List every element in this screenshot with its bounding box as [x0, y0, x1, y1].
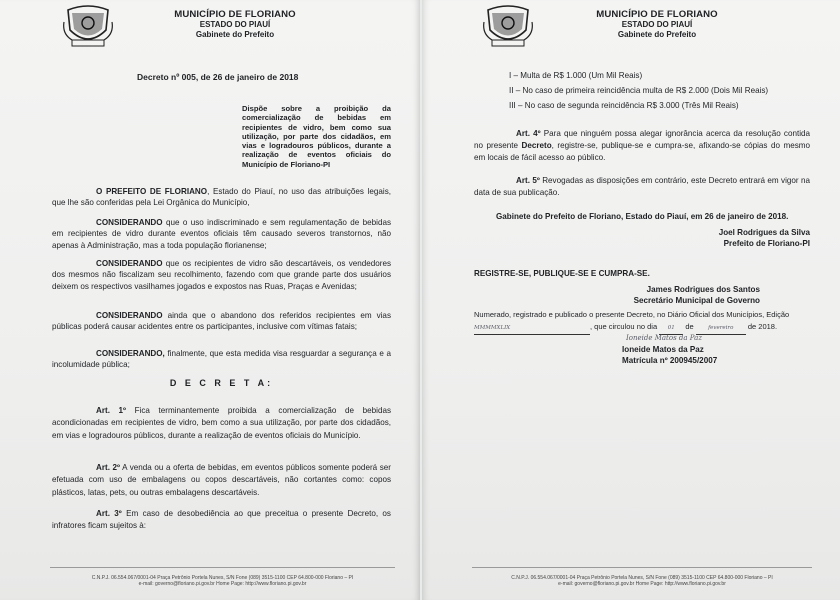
- penalty-item: I – Multa de R$ 1.000 (Um Mil Reais): [509, 71, 643, 80]
- publication-record: [474, 309, 814, 335]
- publication-text: , que circulou no dia: [590, 321, 658, 331]
- publication-text: de: [685, 321, 694, 331]
- letterhead: [150, 9, 320, 40]
- article-text: A venda ou a oferta de bebidas, em eventos públicos somente poderá ser efetuada com uso de embalagens ou copos descartáveis, não cortantes como: copos plásticos, latas, pets, ou outras embalagens descartáveis.: [52, 463, 391, 497]
- considerando-text: finalmente, que esta medida visa resguardar a segurança e a incolumidade pública;: [52, 349, 391, 370]
- footer-address: C.N.P.J. 06.554.067/0001-04 Praça Petrônio Portela Nunes, S/N Fone (089) 3515-1100 CEP 64.800-000 Floriano – PI: [511, 574, 773, 581]
- considerando-lead: CONSIDERANDO: [96, 311, 163, 320]
- considerando-lead: CONSIDERANDO,: [96, 349, 165, 358]
- article-number: Art. 5º: [516, 176, 540, 185]
- article-4: [474, 128, 810, 165]
- footer-contact: e-mail: governo@floriano.pi.gov.br Home Page: http://www.floriano.pi.gov.br: [558, 581, 726, 588]
- considerando-lead: CONSIDERANDO: [96, 259, 163, 268]
- day-handwritten: 01: [659, 323, 683, 336]
- clerk-registration: Matrícula nº 200945/2007: [622, 355, 718, 365]
- penalty-item: III – No caso de segunda reincidência R$ 3.000 (Três Mil Reais): [509, 101, 739, 110]
- state-name: ESTADO DO PIAUÍ: [199, 20, 271, 29]
- article-1: [52, 405, 391, 442]
- footer-address: C.N.P.J. 06.554.067/0001-04 Praça Petrônio Portela Nunes, S/N Fone (089) 3515-1100 CEP 64.800-000 Floriano – PI: [91, 574, 354, 581]
- page-footer: [50, 575, 395, 588]
- publication-fill-line: [474, 321, 814, 336]
- article-text: Revogadas as disposições em contrário, este Decreto entrará em vigor na data de sua publicação.: [474, 176, 810, 198]
- article-text-bold: Decreto: [521, 141, 552, 151]
- article-number: Art. 2º: [96, 463, 120, 472]
- preamble-text: , Estado do Piauí, no uso das atribuições legais, que lhe são conferidas pela Lei Orgânica do Município,: [52, 187, 391, 208]
- clerk-signature-block: [622, 345, 717, 366]
- footer-divider: [50, 567, 395, 568]
- page-footer: [472, 575, 812, 588]
- article-number: Art. 1º: [96, 406, 127, 415]
- office-name: Gabinete do Prefeito: [617, 30, 697, 39]
- article-5: [474, 175, 810, 199]
- coat-of-arms-emblem: [482, 4, 534, 50]
- preamble-paragraph: [52, 186, 391, 209]
- article-number: Art. 3º: [96, 509, 122, 518]
- decreta-heading: D E C R E T A:: [169, 378, 274, 388]
- clerk-signature: Ioneide Matos da Paz: [626, 334, 703, 342]
- article-3: [52, 508, 391, 533]
- considerando-1: [52, 217, 391, 251]
- considerando-2: [52, 258, 391, 292]
- municipality-name: MUNICÍPIO DE FLORIANO: [596, 9, 718, 20]
- publication-text: Numerado, registrado e publicado o presente Decreto, no Diário Oficial dos Municípios, Edição: [474, 310, 790, 319]
- article-text: Fica terminantemente proibida a comercialização de bebidas acondicionadas em recipientes de vidro, bem como a sua utilização, por parte dos cidadãos, em vias e logradouros públicos, durante a realização de eventos oficiais do Município.: [52, 406, 391, 440]
- considerando-3: [52, 310, 391, 333]
- decree-summary: Dispõe sobre a proibição da comercialização de bebidas em recipientes de vidro, bem como sua utilização, por parte dos cidadãos, em vias e logradouros públicos, durante a realização de eventos oficiais do Município de Floriano-PI: [242, 104, 391, 169]
- article-2: [52, 462, 391, 499]
- registre-statement: REGISTRE-SE, PUBLIQUE-SE E CUMPRA-SE.: [474, 269, 650, 278]
- article-text: , registre-se, publique-se e cumpra-se, afixando-se cópias do mesmo em locais de fácil acesso ao público.: [474, 141, 811, 163]
- mayor-signature-block: [572, 228, 810, 249]
- decree-title: Decreto nº 005, de 26 de janeiro de 2018: [137, 72, 299, 82]
- considerando-text: que o uso indiscriminado e sem regulamentação de bebidas em recipientes de vidro durante eventos oficiais têm causado severos transtornos, não apenas à Administração, mas a toda população florianense;: [52, 218, 391, 250]
- secretary-title: Secretário Municipal de Governo: [633, 295, 760, 305]
- footer-contact: e-mail: governo@floriano.pi.gov.br Home Page: http://www.floriano.pi.gov.br: [138, 581, 307, 588]
- coat-of-arms-emblem: [62, 4, 114, 50]
- penalty-list: [509, 68, 768, 113]
- closing-place-date: Gabinete do Prefeito de Floriano, Estado do Piauí, em 26 de janeiro de 2018.: [496, 212, 789, 221]
- considerando-text: ainda que o abandono dos referidos recipientes em vias públicas poderá causar acidentes entre os participantes, inclusive com vítimas fatais;: [52, 311, 391, 332]
- considerando-4: [52, 348, 391, 371]
- article-text: Para que ninguém possa alegar ignorância acerca da resolução contida no presente: [474, 129, 810, 151]
- footer-divider: [472, 567, 812, 568]
- letterhead: [572, 9, 742, 40]
- considerando-text: que os recipientes de vidro são descartáveis, os vendedores dos mesmos não fiscalizam seu recolhimento, fazendo com que grande parte dos usuários deixem os respectivos vasilhames jogados e expostos nas Ruas, Praças e Avenidas;: [52, 259, 391, 291]
- article-text: Em caso de desobediência ao que preceitua o presente Decreto, os infratores ficam sujeitos à:: [52, 509, 391, 531]
- decree-page-right: [422, 0, 840, 600]
- penalty-item: II – No caso de primeira reincidência multa de R$ 2.000 (Dois Mil Reais): [509, 86, 769, 95]
- secretary-signature-block: [572, 285, 760, 306]
- secretary-name: James Rodrigues dos Santos: [646, 285, 760, 294]
- state-name: ESTADO DO PIAUÍ: [621, 20, 693, 29]
- edition-handwritten: MMMMXLIX: [474, 323, 590, 336]
- municipality-name: MUNICÍPIO DE FLORIANO: [174, 9, 296, 20]
- article-number: Art. 4º: [516, 129, 541, 138]
- preamble-lead: O PREFEITO DE FLORIANO: [96, 187, 208, 196]
- clerk-name: Ioneide Matos da Paz: [622, 345, 704, 354]
- office-name: Gabinete do Prefeito: [195, 30, 275, 39]
- month-handwritten: fevereiro: [696, 323, 746, 336]
- publication-text: de 2018.: [747, 321, 778, 331]
- considerando-lead: CONSIDERANDO: [96, 218, 163, 227]
- mayor-name: Joel Rodrigues da Silva: [718, 228, 810, 237]
- mayor-title: Prefeito de Floriano-PI: [723, 238, 810, 248]
